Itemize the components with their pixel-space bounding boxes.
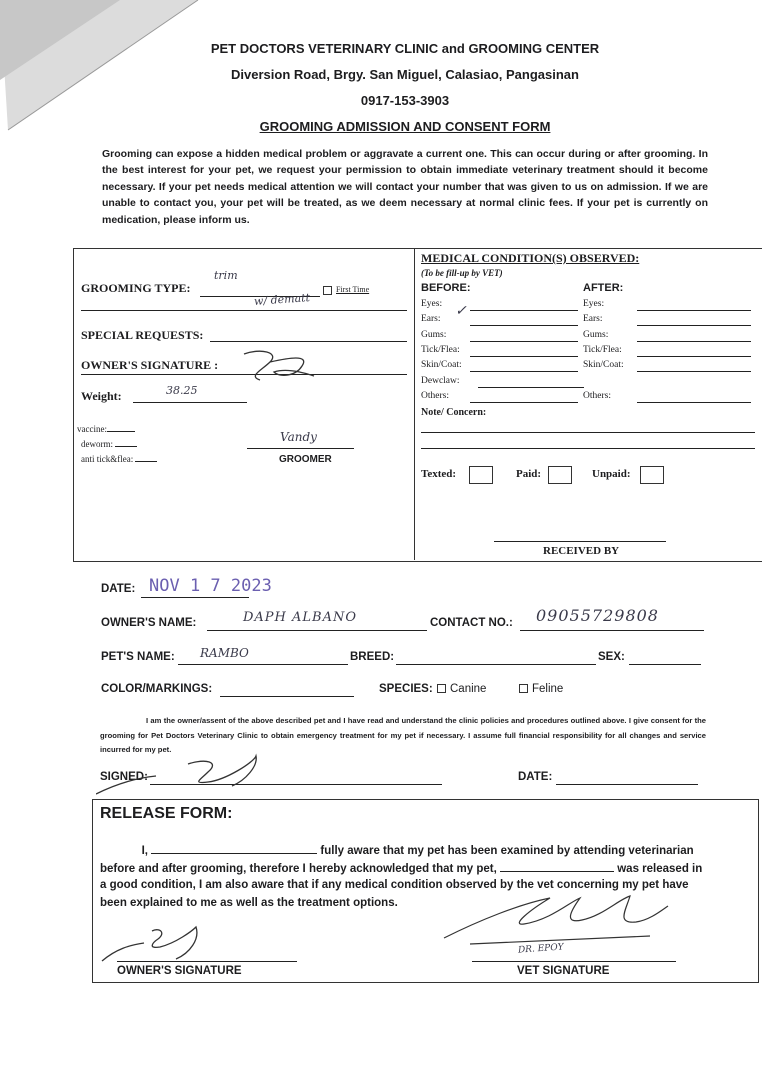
before-field-label: Eyes: <box>421 299 443 309</box>
owner-signature-scribble <box>240 346 320 384</box>
weight-line <box>133 402 247 403</box>
contact-label: CONTACT NO.: <box>430 617 513 629</box>
after-field-label: Ears: <box>583 314 603 324</box>
before-field-label: Gums: <box>421 330 447 340</box>
release-line-1-b: fully aware that my pet has been examined by attending veterinarian <box>320 845 694 857</box>
first-time-checkbox[interactable] <box>323 286 332 295</box>
before-field-line[interactable] <box>470 325 578 326</box>
vet-signature-name: DR. EPOY <box>517 942 564 956</box>
texted-label: Texted: <box>421 468 457 480</box>
grooming-type-value-2: w/ dematt <box>253 291 311 308</box>
release-line-2 <box>100 861 702 875</box>
canine-label: Canine <box>450 683 487 695</box>
before-field-line[interactable] <box>470 310 578 311</box>
after-field-line[interactable] <box>637 402 751 403</box>
anti-tick-label <box>81 454 157 464</box>
color-label: COLOR/MARKINGS: <box>101 683 213 695</box>
groomer-name: Vandy <box>280 430 317 444</box>
vet-signature-label: VET SIGNATURE <box>517 965 610 977</box>
after-field-line[interactable] <box>637 325 751 326</box>
consent-date-line[interactable] <box>556 784 698 785</box>
groomer-line <box>247 448 354 449</box>
consent-paragraph: I am the owner/assent of the above described pet and I have read and understand the clinic policies and procedures outlined above. I give consent for the grooming for Pet Doctors Veterinary Clinic to obtain emergency treatment for my pet if necessary. I assume full financial responsibility for all changes and service incurred for my pet. <box>100 716 706 754</box>
color-line[interactable] <box>220 696 354 697</box>
before-field-line[interactable] <box>470 341 578 342</box>
before-field-label: Ears: <box>421 314 441 324</box>
release-line-3: a good condition, I am also aware that if any medical condition observed by the vet concerning my pet have <box>100 879 689 891</box>
after-field-line[interactable] <box>637 371 751 372</box>
species-feline-option[interactable] <box>519 683 563 695</box>
first-time-option[interactable] <box>323 285 369 295</box>
consent-date-label: DATE: <box>518 771 553 783</box>
anti-tick-text: anti tick&flea: <box>81 454 134 464</box>
release-line-1 <box>100 843 694 857</box>
medical-title: MEDICAL CONDITION(S) OBSERVED: <box>421 251 640 265</box>
after-field-label: Gums: <box>583 330 609 340</box>
before-field-line[interactable] <box>470 356 578 357</box>
unpaid-checkbox[interactable] <box>640 466 664 484</box>
before-label: BEFORE: <box>421 282 471 294</box>
grooming-type-value-1: trim <box>214 269 238 282</box>
release-owner-signature-label: OWNER'S SIGNATURE <box>117 965 242 977</box>
grooming-type-label: GROOMING TYPE: <box>81 281 191 295</box>
canine-checkbox[interactable] <box>437 684 446 693</box>
signed-label: SIGNED: <box>100 771 148 783</box>
before-field-line[interactable] <box>470 371 578 372</box>
ears-check-mark: ✓ <box>455 303 467 319</box>
owner-name-line[interactable] <box>207 630 427 631</box>
contact-value: 09055729808 <box>536 606 659 625</box>
weight-label: Weight: <box>81 389 122 403</box>
clinic-phone: 0917-153-3903 <box>360 93 450 108</box>
after-field-line[interactable] <box>637 310 751 311</box>
note-line-1[interactable] <box>421 432 755 433</box>
deworm-label <box>81 439 137 449</box>
release-name-blank[interactable] <box>151 843 317 854</box>
deworm-text: deworm: <box>81 439 113 449</box>
received-by-label: RECEIVED BY <box>543 545 620 557</box>
date-label: DATE: <box>101 583 136 595</box>
owner-name-value: DAPH ALBANO <box>243 610 358 625</box>
before-field-label: Tick/Flea: <box>421 345 460 355</box>
vet-signature-line[interactable] <box>472 961 676 962</box>
after-label: AFTER: <box>583 282 624 294</box>
texted-checkbox[interactable] <box>469 466 493 484</box>
feline-label: Feline <box>532 683 564 695</box>
vaccine-text: vaccine: <box>77 424 107 434</box>
release-pet-blank[interactable] <box>500 861 614 872</box>
contact-line[interactable] <box>520 630 704 631</box>
release-line-2-b: was released in <box>617 863 703 875</box>
received-by-line <box>494 541 666 542</box>
species-canine-option[interactable] <box>437 683 486 695</box>
vaccine-label <box>77 424 135 434</box>
paid-label: Paid: <box>516 468 542 480</box>
before-field-line[interactable] <box>478 387 584 388</box>
special-requests-line <box>210 341 407 342</box>
after-field-label: Skin/Coat: <box>583 360 624 370</box>
breed-line[interactable] <box>396 664 596 665</box>
release-title: RELEASE FORM: <box>100 805 233 822</box>
after-field-label: Others: <box>583 391 611 401</box>
first-time-label: First Time <box>336 285 370 294</box>
intro-paragraph: Grooming can expose a hidden medical problem or aggravate a current one. This can occur during or after grooming. In the best interest for your pet, we request your permission to obtain immediate veterinary treatment should it become necessary. If your pet needs medical attention we will contact your number that was given to us on admission. If we are unable to contact you, your pet will be treated, as we deem necessary at normal clinic fees. If your pet is currently on medication, please inform us. <box>102 148 708 226</box>
note-label: Note/ Concern: <box>421 407 487 418</box>
pet-name-label: PET'S NAME: <box>101 651 175 663</box>
pet-name-line[interactable] <box>178 664 348 665</box>
before-field-label: Others: <box>421 391 449 401</box>
release-owner-signature-scribble <box>100 925 210 965</box>
weight-value: 38.25 <box>166 384 198 397</box>
after-field-label: Tick/Flea: <box>583 345 622 355</box>
consent-signature-scribble <box>96 752 266 796</box>
release-line-1-a: I, <box>141 845 148 857</box>
clinic-address: Diversion Road, Brgy. San Miguel, Calasiao, Pangasinan <box>231 67 579 82</box>
form-title: GROOMING ADMISSION AND CONSENT FORM <box>259 119 551 134</box>
unpaid-label: Unpaid: <box>592 468 631 480</box>
after-field-label: Eyes: <box>583 299 605 309</box>
medical-subtitle: (To be fill-up by VET) <box>421 268 503 278</box>
date-line <box>141 597 249 598</box>
owner-signature-label: OWNER'S SIGNATURE : <box>81 358 219 372</box>
date-stamp: NOV 1 7 2023 <box>149 576 272 596</box>
note-line-2[interactable] <box>421 448 755 449</box>
before-field-line[interactable] <box>470 402 578 403</box>
grooming-extra-line <box>81 310 407 311</box>
release-owner-signature-line[interactable] <box>117 961 297 962</box>
release-line-2-a: before and after grooming, therefore I hereby acknowledged that my pet, <box>100 863 497 875</box>
paid-checkbox[interactable] <box>548 466 572 484</box>
clinic-name: PET DOCTORS VETERINARY CLINIC and GROOMING CENTER <box>210 41 600 56</box>
owner-name-label: OWNER'S NAME: <box>101 617 197 629</box>
before-field-label: Skin/Coat: <box>421 360 462 370</box>
species-label: SPECIES: <box>379 683 433 695</box>
sex-line[interactable] <box>629 664 701 665</box>
pet-name-value: RAMBO <box>200 646 249 660</box>
groomer-label: GROOMER <box>279 454 332 465</box>
breed-label: BREED: <box>350 651 395 663</box>
sex-label: SEX: <box>598 651 625 663</box>
after-field-line[interactable] <box>637 341 751 342</box>
before-field-label: Dewclaw: <box>421 376 460 386</box>
box-divider <box>414 248 415 560</box>
after-field-line[interactable] <box>637 356 751 357</box>
release-line-4: been explained to me as well as the treatment options. <box>100 897 398 909</box>
feline-checkbox[interactable] <box>519 684 528 693</box>
special-requests-label: SPECIAL REQUESTS: <box>81 328 204 342</box>
